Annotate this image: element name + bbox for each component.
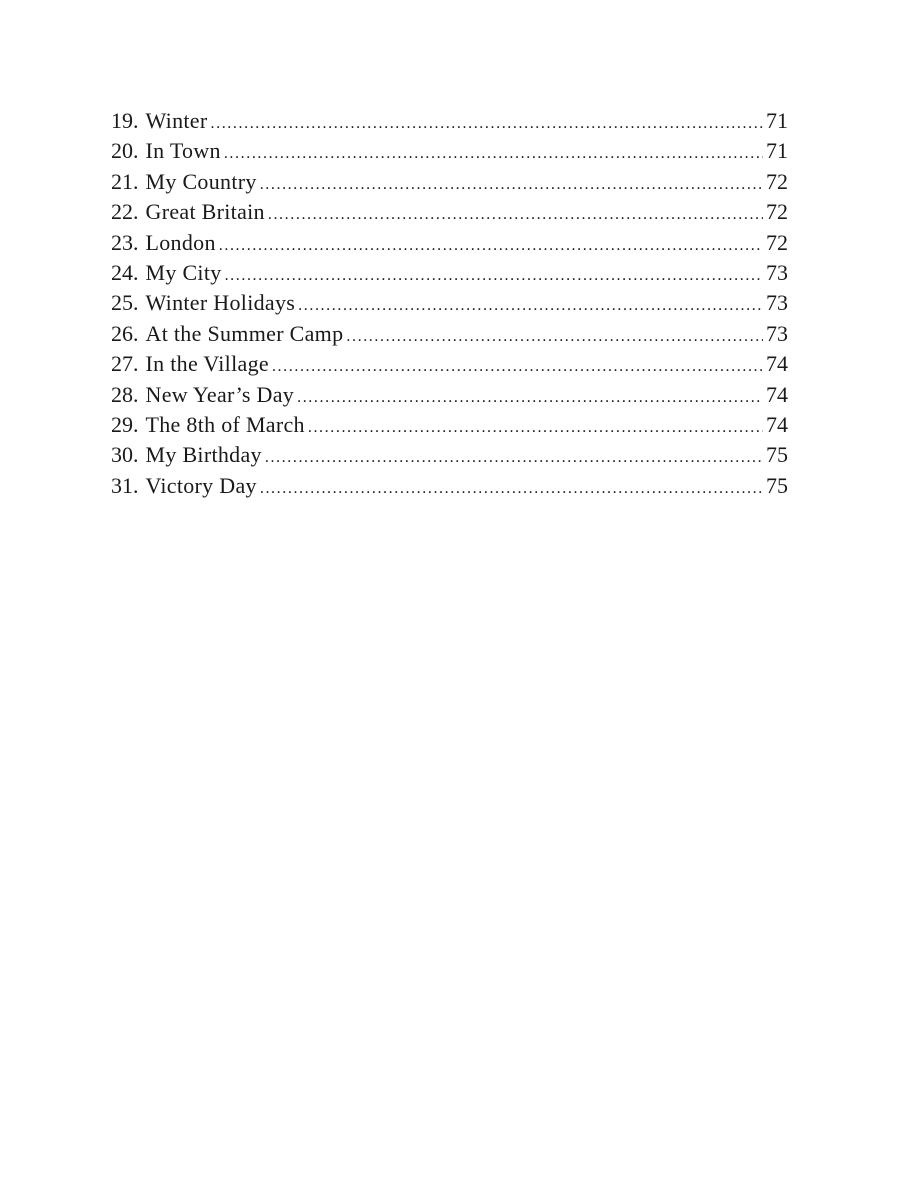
table-of-contents <box>111 106 788 501</box>
entry-page-number: 71 <box>766 138 788 164</box>
toc-entry <box>111 380 788 410</box>
entry-number: 20. <box>111 138 139 164</box>
entry-title: Winter <box>145 108 208 133</box>
dot-leader <box>297 383 763 413</box>
entry-title: New Year’s Day <box>145 381 295 407</box>
entry-number: 21. <box>111 168 139 194</box>
toc-entry <box>111 471 788 501</box>
entry-title: My Birthday <box>145 442 262 468</box>
entry-number: 24. <box>111 259 139 285</box>
dot-leader <box>224 139 763 169</box>
dot-leader <box>265 443 763 473</box>
dot-leader <box>211 109 764 139</box>
dot-leader <box>260 170 763 200</box>
entry-title: My Country <box>145 168 257 194</box>
entry-number: 28. <box>111 381 139 407</box>
entry-page-number: 73 <box>766 320 788 346</box>
toc-entry <box>111 440 788 470</box>
entry-page-number: 74 <box>766 351 788 377</box>
entry-number: 23. <box>111 229 139 255</box>
entry-number: 25. <box>111 290 139 316</box>
entry-number: 31. <box>111 472 139 498</box>
dot-leader <box>225 261 763 291</box>
entry-page-number: 71 <box>766 108 788 133</box>
entry-title: In the Village <box>145 351 269 377</box>
toc-entry <box>111 349 788 379</box>
entry-number: 30. <box>111 442 139 468</box>
toc-entry <box>111 136 788 166</box>
dot-leader <box>272 352 763 382</box>
toc-entry <box>111 288 788 318</box>
toc-entry <box>111 319 788 349</box>
toc-entry <box>111 410 788 440</box>
entry-title: Great Britain <box>145 199 265 225</box>
toc-entry <box>111 167 788 197</box>
toc-entry <box>111 106 788 136</box>
entry-number: 29. <box>111 411 139 437</box>
dot-leader <box>346 322 763 352</box>
dot-leader <box>308 413 763 443</box>
toc-entry <box>111 228 788 258</box>
dot-leader <box>298 291 763 321</box>
entry-page-number: 73 <box>766 259 788 285</box>
dot-leader <box>268 200 763 230</box>
toc-entry <box>111 197 788 227</box>
entry-page-number: 73 <box>766 290 788 316</box>
dot-leader <box>260 474 763 504</box>
entry-title: Winter Holidays <box>145 290 296 316</box>
entry-title: In Town <box>145 138 221 164</box>
entry-title: At the Summer Camp <box>145 320 344 346</box>
entry-page-number: 72 <box>766 199 788 225</box>
entry-title: My City <box>145 259 222 285</box>
entry-page-number: 75 <box>766 442 788 468</box>
entry-title: The 8th of March <box>145 411 305 437</box>
entry-number: 19. <box>111 108 139 133</box>
entry-number: 26. <box>111 320 139 346</box>
entry-title: London <box>145 229 216 255</box>
entry-number: 27. <box>111 351 139 377</box>
entry-page-number: 72 <box>766 168 788 194</box>
entry-number: 22. <box>111 199 139 225</box>
entry-page-number: 72 <box>766 229 788 255</box>
entry-title: Victory Day <box>145 472 257 498</box>
toc-entry <box>111 258 788 288</box>
entry-page-number: 75 <box>766 472 788 498</box>
entry-page-number: 74 <box>766 381 788 407</box>
dot-leader <box>219 231 763 261</box>
entry-page-number: 74 <box>766 411 788 437</box>
